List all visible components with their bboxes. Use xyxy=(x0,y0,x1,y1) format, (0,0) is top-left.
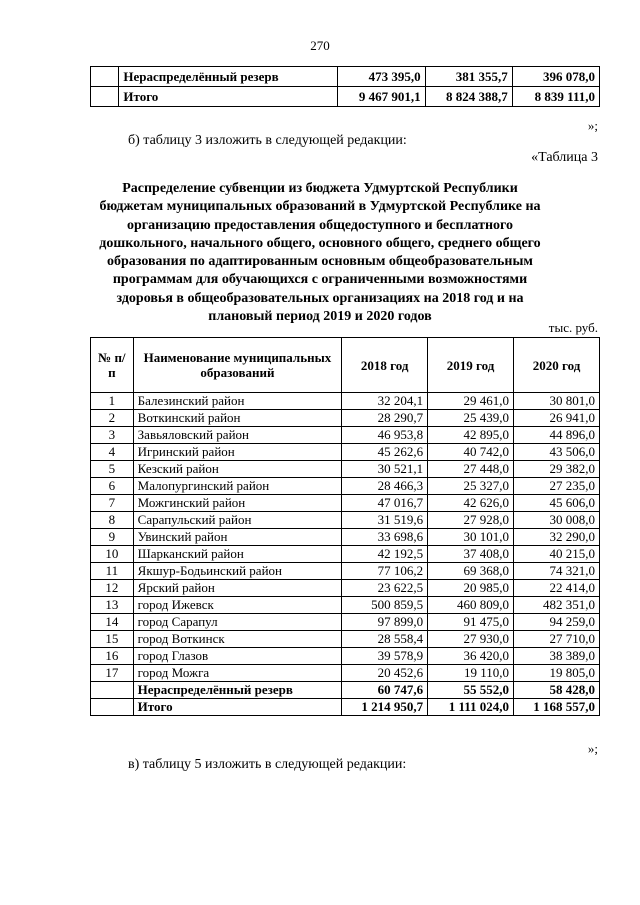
value-2019: 36 420,0 xyxy=(428,648,514,665)
table-label: «Таблица 3 xyxy=(531,150,598,165)
value-2019: 25 327,0 xyxy=(428,478,514,495)
row-number xyxy=(91,682,134,699)
value-2020: 482 351,0 xyxy=(514,597,600,614)
municipality-name: Ярский район xyxy=(133,580,341,597)
row-number: 8 xyxy=(91,512,134,529)
value-2020: 30 801,0 xyxy=(514,393,600,410)
table-row xyxy=(91,546,600,563)
municipality-name: Якшур-Бодьинский район xyxy=(133,563,341,580)
value-2020: 30 008,0 xyxy=(514,512,600,529)
value-2019: 19 110,0 xyxy=(428,665,514,682)
municipality-name: Малопургинский район xyxy=(133,478,341,495)
value-2020: 26 941,0 xyxy=(514,410,600,427)
previous-table-tail xyxy=(90,66,600,107)
row-number xyxy=(91,87,119,107)
table-row xyxy=(91,495,600,512)
table-row xyxy=(91,597,600,614)
row-name: Нераспределённый резерв xyxy=(133,682,341,699)
value-2020: 29 382,0 xyxy=(514,461,600,478)
table-row xyxy=(91,512,600,529)
value-2019: 42 895,0 xyxy=(428,427,514,444)
value-2019: 42 626,0 xyxy=(428,495,514,512)
units-label: тыс. руб. xyxy=(548,320,598,335)
value-2019: 25 439,0 xyxy=(428,410,514,427)
table-row xyxy=(91,444,600,461)
table-row xyxy=(91,87,600,107)
value-2019: 69 368,0 xyxy=(428,563,514,580)
row-number: 16 xyxy=(91,648,134,665)
row-number: 4 xyxy=(91,444,134,461)
value-2018: 31 519,6 xyxy=(342,512,428,529)
value-2018: 9 467 901,1 xyxy=(338,87,425,107)
title-line: организацию предоставления общедоступного и бесплатного xyxy=(126,217,514,233)
value-2018: 32 204,1 xyxy=(342,393,428,410)
value-2018: 39 578,9 xyxy=(342,648,428,665)
row-number: 5 xyxy=(91,461,134,478)
table-title xyxy=(95,180,545,326)
value-2020: 27 235,0 xyxy=(514,478,600,495)
row-number: 7 xyxy=(91,495,134,512)
value-2019: 30 101,0 xyxy=(428,529,514,546)
value-2020: 94 259,0 xyxy=(514,614,600,631)
table-row xyxy=(91,665,600,682)
value-2019: 27 928,0 xyxy=(428,512,514,529)
value-2018: 97 899,0 xyxy=(342,614,428,631)
value-2019: 381 355,7 xyxy=(425,67,512,87)
value-2019: 8 824 388,7 xyxy=(425,87,512,107)
title-line: здоровья в общеобразовательных организациях на 2018 год и на xyxy=(116,290,524,306)
value-2018: 46 953,8 xyxy=(342,427,428,444)
municipality-name: Игринский район xyxy=(133,444,341,461)
municipality-name: город Воткинск xyxy=(133,631,341,648)
row-name: Итого xyxy=(133,699,341,716)
value-2020: 8 839 111,0 xyxy=(512,87,599,107)
value-2019: 37 408,0 xyxy=(428,546,514,563)
row-number: 13 xyxy=(91,597,134,614)
value-2019: 1 111 024,0 xyxy=(428,699,514,716)
value-2018: 28 290,7 xyxy=(342,410,428,427)
municipality-name: город Ижевск xyxy=(133,597,341,614)
value-2018: 23 622,5 xyxy=(342,580,428,597)
table-row xyxy=(91,631,600,648)
header-2019: 2019 год xyxy=(428,338,514,393)
table-row xyxy=(91,478,600,495)
closing-quote: »; xyxy=(587,118,598,133)
row-name: Итого xyxy=(119,87,338,107)
title-line: программам для обучающихся с ограниченными возможностями xyxy=(112,272,528,288)
row-number xyxy=(91,699,134,716)
value-2020: 27 710,0 xyxy=(514,631,600,648)
paragraph-v: в) таблицу 5 изложить в следующей редакции: xyxy=(128,757,407,772)
value-2019: 40 742,0 xyxy=(428,444,514,461)
row-number: 9 xyxy=(91,529,134,546)
value-2018: 47 016,7 xyxy=(342,495,428,512)
municipality-name: город Сарапул xyxy=(133,614,341,631)
value-2018: 473 395,0 xyxy=(338,67,425,87)
municipality-name: Шарканский район xyxy=(133,546,341,563)
table-row xyxy=(91,67,600,87)
row-number: 6 xyxy=(91,478,134,495)
value-2020: 58 428,0 xyxy=(514,682,600,699)
table-header-row xyxy=(91,338,600,393)
title-line: бюджетам муниципальных образований в Удмуртской Республике на xyxy=(99,199,541,215)
value-2019: 27 930,0 xyxy=(428,631,514,648)
value-2020: 38 389,0 xyxy=(514,648,600,665)
value-2018: 28 466,3 xyxy=(342,478,428,495)
table-row xyxy=(91,461,600,478)
value-2018: 30 521,1 xyxy=(342,461,428,478)
value-2020: 22 414,0 xyxy=(514,580,600,597)
value-2019: 55 552,0 xyxy=(428,682,514,699)
value-2018: 500 859,5 xyxy=(342,597,428,614)
value-2020: 32 290,0 xyxy=(514,529,600,546)
municipality-name: Сарапульский район xyxy=(133,512,341,529)
row-number: 1 xyxy=(91,393,134,410)
value-2018: 42 192,5 xyxy=(342,546,428,563)
value-2019: 27 448,0 xyxy=(428,461,514,478)
table-row xyxy=(91,563,600,580)
municipality-name: Увинский район xyxy=(133,529,341,546)
paragraph-b: б) таблицу 3 изложить в следующей редакции: xyxy=(128,133,407,148)
municipality-name: Кезский район xyxy=(133,461,341,478)
value-2019: 20 985,0 xyxy=(428,580,514,597)
row-number: 17 xyxy=(91,665,134,682)
value-2020: 396 078,0 xyxy=(512,67,599,87)
table-row xyxy=(91,648,600,665)
value-2018: 45 262,6 xyxy=(342,444,428,461)
row-number: 11 xyxy=(91,563,134,580)
row-name: Нераспределённый резерв xyxy=(119,67,338,87)
header-num: № п/п xyxy=(91,338,134,393)
page-number: 270 xyxy=(310,38,330,53)
row-number: 15 xyxy=(91,631,134,648)
header-2018: 2018 год xyxy=(342,338,428,393)
title-line: плановый период 2019 и 2020 годов xyxy=(208,309,432,325)
title-line: Распределение субвенции из бюджета Удмуртской Республики xyxy=(122,181,518,196)
value-2020: 45 606,0 xyxy=(514,495,600,512)
value-2020: 43 506,0 xyxy=(514,444,600,461)
value-2018: 33 698,6 xyxy=(342,529,428,546)
municipality-name: город Можга xyxy=(133,665,341,682)
value-2019: 29 461,0 xyxy=(428,393,514,410)
row-number: 3 xyxy=(91,427,134,444)
value-2018: 28 558,4 xyxy=(342,631,428,648)
table-row xyxy=(91,393,600,410)
value-2020: 1 168 557,0 xyxy=(514,699,600,716)
municipality-name: Завьяловский район xyxy=(133,427,341,444)
subvention-table xyxy=(90,337,600,716)
reserve-row xyxy=(91,682,600,699)
table-row xyxy=(91,529,600,546)
title-line: дошкольного, начального общего, основного общего, среднего общего xyxy=(99,235,541,251)
value-2018: 77 106,2 xyxy=(342,563,428,580)
value-2018: 60 747,6 xyxy=(342,682,428,699)
value-2020: 74 321,0 xyxy=(514,563,600,580)
table-row xyxy=(91,580,600,597)
row-number: 2 xyxy=(91,410,134,427)
value-2019: 91 475,0 xyxy=(428,614,514,631)
value-2018: 1 214 950,7 xyxy=(342,699,428,716)
title-line: образования по адаптированным основным общеобразовательным xyxy=(107,254,533,270)
table-row xyxy=(91,427,600,444)
municipality-name: город Глазов xyxy=(133,648,341,665)
value-2018: 20 452,6 xyxy=(342,665,428,682)
value-2020: 44 896,0 xyxy=(514,427,600,444)
row-number: 12 xyxy=(91,580,134,597)
total-row xyxy=(91,699,600,716)
header-name: Наименование муниципальных образований xyxy=(133,338,341,393)
header-2020: 2020 год xyxy=(514,338,600,393)
value-2020: 40 215,0 xyxy=(514,546,600,563)
municipality-name: Можгинский район xyxy=(133,495,341,512)
table-row xyxy=(91,410,600,427)
table-row xyxy=(91,614,600,631)
municipality-name: Воткинский район xyxy=(133,410,341,427)
closing-quote: »; xyxy=(587,741,598,756)
row-number: 14 xyxy=(91,614,134,631)
row-number: 10 xyxy=(91,546,134,563)
municipality-name: Балезинский район xyxy=(133,393,341,410)
row-number xyxy=(91,67,119,87)
value-2019: 460 809,0 xyxy=(428,597,514,614)
value-2020: 19 805,0 xyxy=(514,665,600,682)
